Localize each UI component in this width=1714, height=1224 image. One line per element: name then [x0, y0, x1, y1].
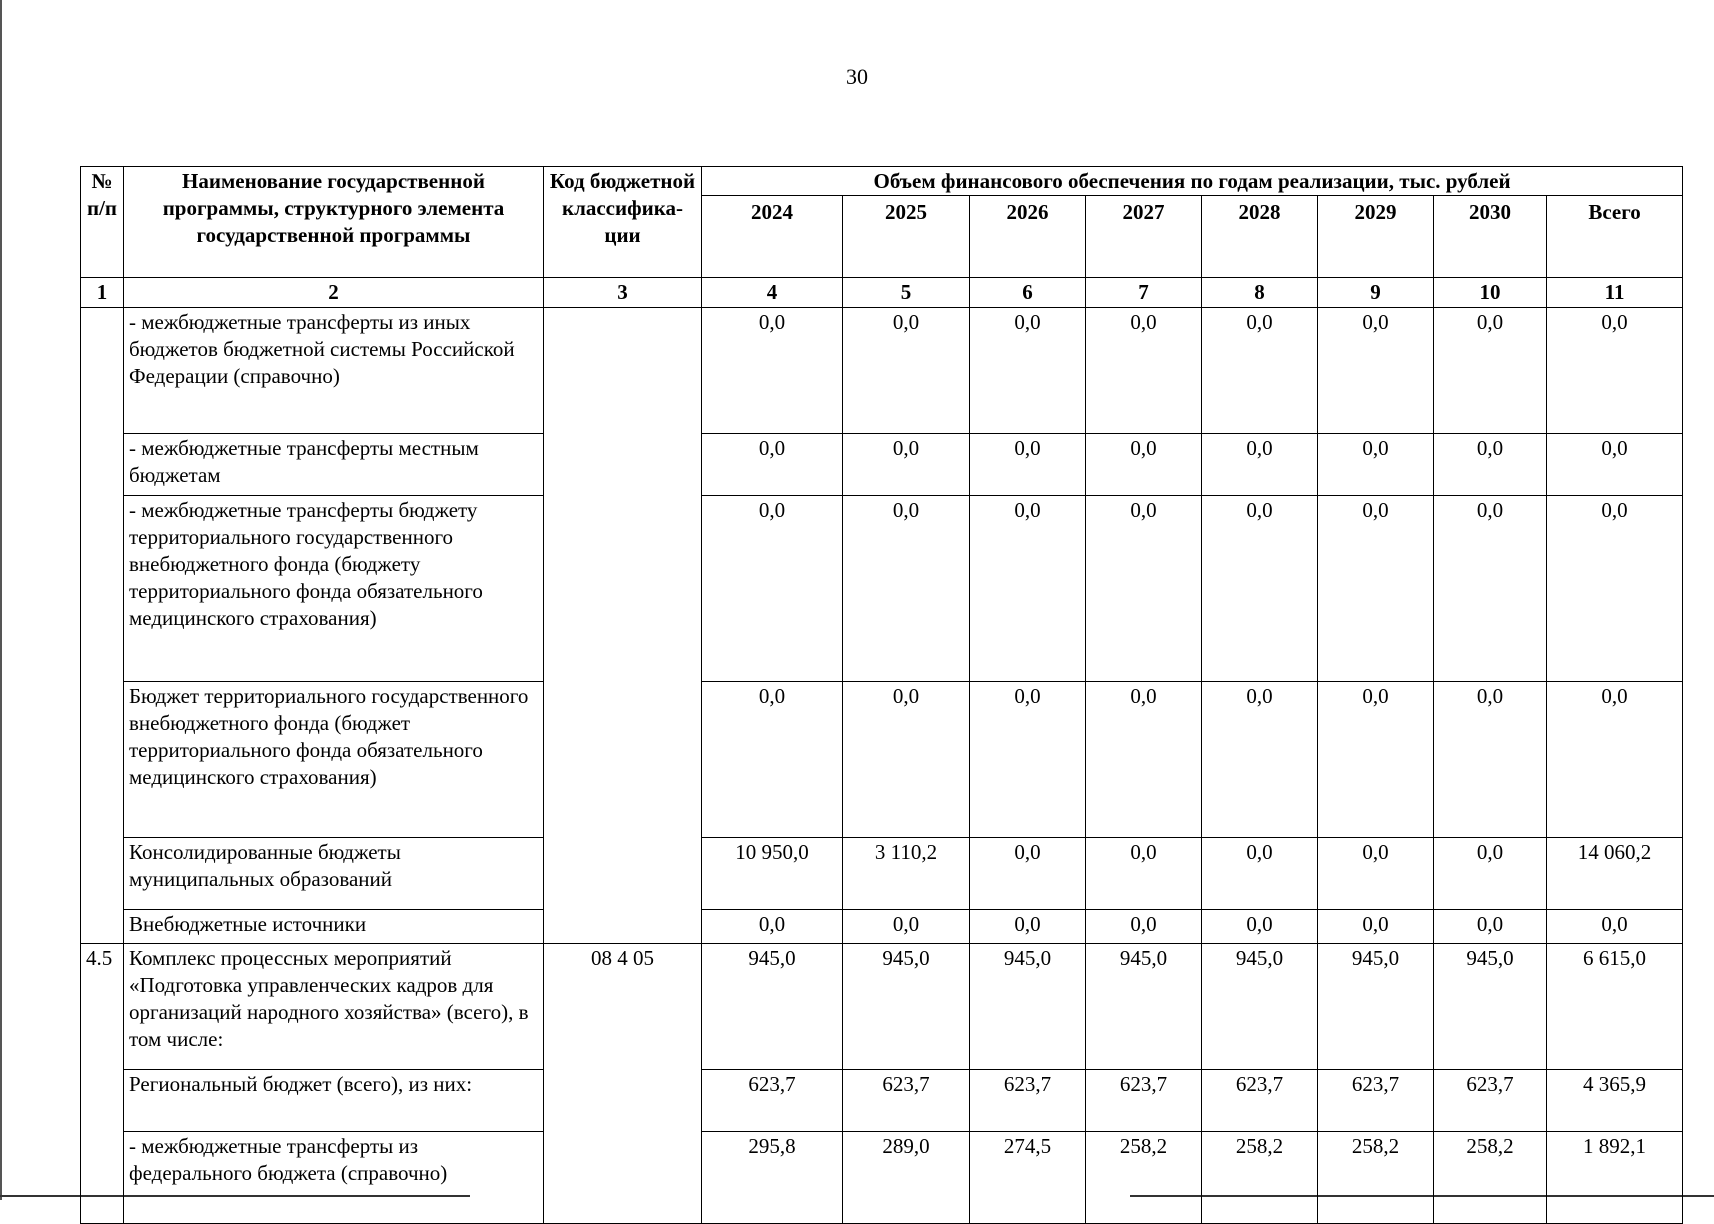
column-number-4: 4: [702, 278, 843, 308]
row-value-8: 4 365,9: [1547, 1070, 1683, 1132]
row-value-1: 0,0: [702, 496, 843, 682]
row-name: - межбюджетные трансферты местным бюджетам: [124, 434, 544, 496]
row-value-4: 0,0: [1086, 496, 1202, 682]
row-value-8: 14 060,2: [1547, 838, 1683, 910]
row-value-8: 0,0: [1547, 496, 1683, 682]
column-number-9: 9: [1318, 278, 1434, 308]
column-number-10: 10: [1434, 278, 1547, 308]
row-value-5: 0,0: [1202, 434, 1318, 496]
header-year-4: 2027: [1086, 196, 1202, 278]
row-value-3: 0,0: [970, 910, 1086, 944]
financing-table-container: [80, 166, 1682, 1224]
column-number-2: 2: [124, 278, 544, 308]
table-body: [81, 308, 1683, 1224]
row-value-5: 945,0: [1202, 944, 1318, 1070]
row-value-5: 0,0: [1202, 682, 1318, 838]
row-value-6: 0,0: [1318, 434, 1434, 496]
row-value-7: 0,0: [1434, 838, 1547, 910]
row-value-5: 258,2: [1202, 1132, 1318, 1224]
row-number: 4.5: [81, 944, 124, 1224]
row-value-6: 623,7: [1318, 1070, 1434, 1132]
column-number-6: 6: [970, 278, 1086, 308]
header-row-1: [81, 167, 1683, 196]
row-value-2: 0,0: [843, 682, 970, 838]
row-value-8: 0,0: [1547, 308, 1683, 434]
row-name: Консолидированные бюджеты муниципальных образований: [124, 838, 544, 910]
row-value-4: 0,0: [1086, 838, 1202, 910]
row-value-3: 623,7: [970, 1070, 1086, 1132]
row-value-3: 0,0: [970, 308, 1086, 434]
row-value-2: 945,0: [843, 944, 970, 1070]
row-value-2: 0,0: [843, 910, 970, 944]
row-budget-code: 08 4 05: [544, 944, 702, 1224]
header-year-3: 2026: [970, 196, 1086, 278]
row-value-3: 0,0: [970, 682, 1086, 838]
row-name: - межбюджетные трансферты бюджету территориального государственного внебюджетного фонда (бюджету территориального фонда обязательного медицинского страхования): [124, 496, 544, 682]
row-value-4: 623,7: [1086, 1070, 1202, 1132]
row-value-4: 258,2: [1086, 1132, 1202, 1224]
row-value-8: 0,0: [1547, 434, 1683, 496]
header-name: Наименование государственной программы, структурного элемента государственной программы: [124, 167, 544, 278]
row-value-1: 0,0: [702, 910, 843, 944]
row-value-5: 623,7: [1202, 1070, 1318, 1132]
row-value-5: 0,0: [1202, 910, 1318, 944]
header-year-1: 2024: [702, 196, 843, 278]
row-value-1: 295,8: [702, 1132, 843, 1224]
row-value-4: 0,0: [1086, 910, 1202, 944]
row-value-4: 0,0: [1086, 682, 1202, 838]
column-number-8: 8: [1202, 278, 1318, 308]
table-row: [81, 496, 1683, 682]
header-year-7: 2030: [1434, 196, 1547, 278]
table-row: [81, 434, 1683, 496]
row-value-6: 0,0: [1318, 308, 1434, 434]
row-name: Региональный бюджет (всего), из них:: [124, 1070, 544, 1132]
row-value-8: 0,0: [1547, 910, 1683, 944]
row-value-7: 0,0: [1434, 682, 1547, 838]
row-value-4: 0,0: [1086, 434, 1202, 496]
table-row: [81, 838, 1683, 910]
table-row: [81, 910, 1683, 944]
row-value-7: 0,0: [1434, 910, 1547, 944]
row-value-6: 0,0: [1318, 682, 1434, 838]
table-row: [81, 944, 1683, 1070]
row-name: - межбюджетные трансферты из иных бюджетов бюджетной системы Российской Федерации (справочно): [124, 308, 544, 434]
row-value-6: 258,2: [1318, 1132, 1434, 1224]
row-value-6: 0,0: [1318, 496, 1434, 682]
header-num: № п/п: [81, 167, 124, 278]
row-value-3: 0,0: [970, 496, 1086, 682]
scan-edge: [0, 0, 2, 1200]
row-value-1: 10 950,0: [702, 838, 843, 910]
row-value-2: 623,7: [843, 1070, 970, 1132]
header-year-8: Всего: [1547, 196, 1683, 278]
row-name: Бюджет территориального государственного внебюджетного фонда (бюджет территориального фонда обязательного медицинского страхования): [124, 682, 544, 838]
column-number-1: 1: [81, 278, 124, 308]
row-value-2: 0,0: [843, 308, 970, 434]
row-value-6: 945,0: [1318, 944, 1434, 1070]
row-value-7: 0,0: [1434, 496, 1547, 682]
row-value-8: 1 892,1: [1547, 1132, 1683, 1224]
column-number-3: 3: [544, 278, 702, 308]
row-name: Внебюджетные источники: [124, 910, 544, 944]
row-value-1: 0,0: [702, 308, 843, 434]
row-value-8: 0,0: [1547, 682, 1683, 838]
table-row: [81, 308, 1683, 434]
row-value-6: 0,0: [1318, 910, 1434, 944]
header-year-2: 2025: [843, 196, 970, 278]
header-year-5: 2028: [1202, 196, 1318, 278]
row-value-1: 0,0: [702, 434, 843, 496]
row-value-2: 0,0: [843, 496, 970, 682]
header-financing-group: Объем финансового обеспечения по годам реализации, тыс. рублей: [702, 167, 1683, 196]
row-value-4: 945,0: [1086, 944, 1202, 1070]
row-value-3: 0,0: [970, 838, 1086, 910]
row-value-2: 289,0: [843, 1132, 970, 1224]
column-number-row: [81, 278, 1683, 308]
table-row: [81, 682, 1683, 838]
table-row: [81, 1070, 1683, 1132]
row-name: - межбюджетные трансферты из федерального бюджета (справочно): [124, 1132, 544, 1224]
row-value-8: 6 615,0: [1547, 944, 1683, 1070]
table-row: [81, 1132, 1683, 1224]
row-value-1: 623,7: [702, 1070, 843, 1132]
row-value-7: 0,0: [1434, 434, 1547, 496]
row-value-7: 623,7: [1434, 1070, 1547, 1132]
column-number-11: 11: [1547, 278, 1683, 308]
row-value-3: 274,5: [970, 1132, 1086, 1224]
row-value-5: 0,0: [1202, 838, 1318, 910]
row-value-1: 0,0: [702, 682, 843, 838]
row-name: Комплекс процессных мероприятий «Подготовка управленческих кадров для организаций народного хозяйства» (всего), в том числе:: [124, 944, 544, 1070]
row-value-7: 0,0: [1434, 308, 1547, 434]
row-value-7: 258,2: [1434, 1132, 1547, 1224]
row-value-6: 0,0: [1318, 838, 1434, 910]
header-code: Код бюджетной классифика-ции: [544, 167, 702, 278]
page-number: 30: [846, 64, 868, 89]
row-value-3: 0,0: [970, 434, 1086, 496]
row-value-5: 0,0: [1202, 496, 1318, 682]
row-value-4: 0,0: [1086, 308, 1202, 434]
row-value-2: 3 110,2: [843, 838, 970, 910]
row-value-7: 945,0: [1434, 944, 1547, 1070]
row-budget-code: [544, 308, 702, 944]
row-value-5: 0,0: [1202, 308, 1318, 434]
header-year-6: 2029: [1318, 196, 1434, 278]
column-number-7: 7: [1086, 278, 1202, 308]
row-value-2: 0,0: [843, 434, 970, 496]
row-number: [81, 308, 124, 944]
financing-table: [80, 166, 1683, 1224]
column-number-5: 5: [843, 278, 970, 308]
row-value-1: 945,0: [702, 944, 843, 1070]
row-value-3: 945,0: [970, 944, 1086, 1070]
